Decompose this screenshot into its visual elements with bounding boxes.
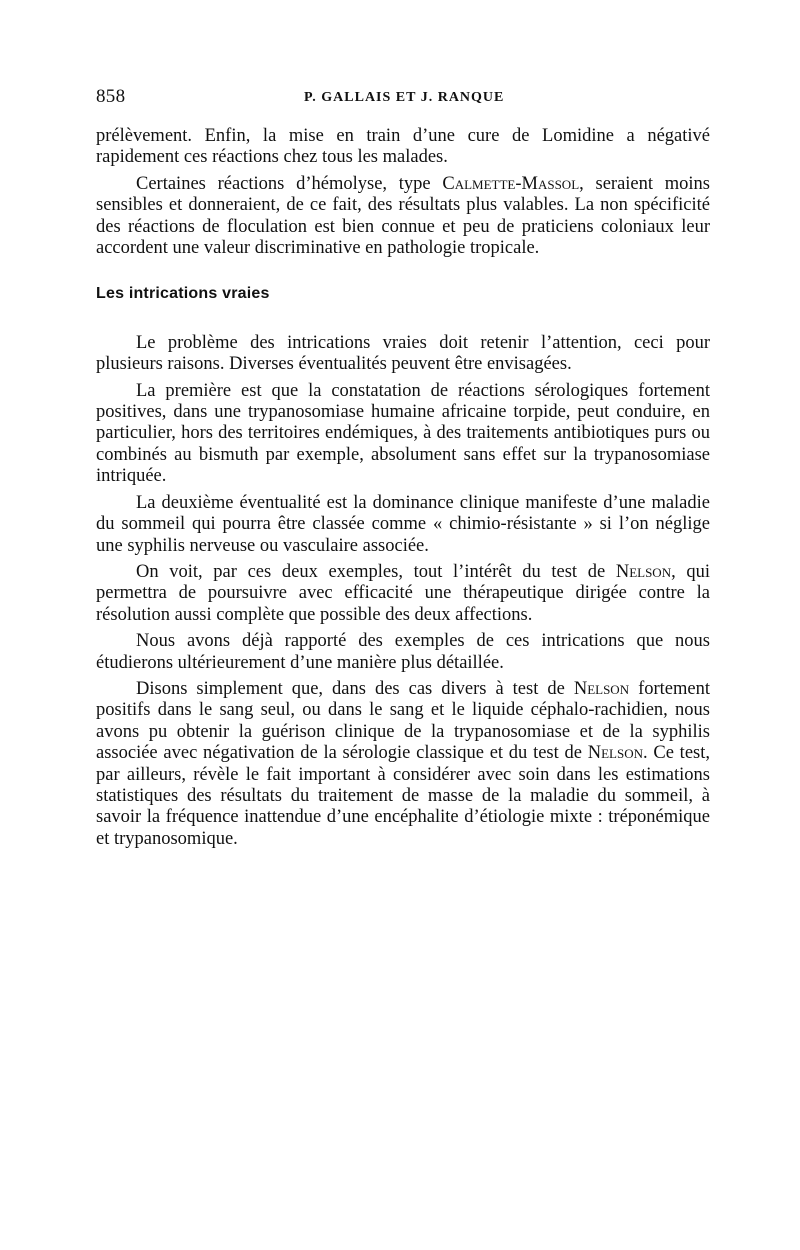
running-head: P. GALLAIS ET J. RANQUE [304, 90, 505, 105]
paragraph-text: prélèvement. Enfin, la mise en train d’une cure de Lomidine a négativé rapidement ces réactions chez tous les malades. [96, 126, 710, 168]
paragraph-hemolysis-reactions [96, 174, 710, 260]
paragraph-text: On voit, par ces deux exemples, tout l’intérêt du test de [136, 561, 616, 582]
paragraph-continuation [96, 126, 710, 169]
paragraph-first-eventuality [96, 381, 710, 488]
paragraph-text: . Ce test, par ailleurs, révèle le fait important à considérer avec soin dans les estimations statistiques des résultats du traitement de masse de la maladie du sommeil, à savoir la fréquence inattendue d’une encéphalite d’étiologie mixte : tréponémique et trypanosomique. [96, 743, 710, 849]
paragraph-text: La première est que la constatation de réactions sérologiques fortement positives, dans une trypanosomiase humaine africaine torpide, peut conduire, en particulier, hors des territoires endémiques, à des traitements antibiotiques purs ou combinés au bismuth par exemple, absolument sans effet sur la trypanosomiase intriquée. [96, 380, 710, 487]
paragraph-second-eventuality [96, 493, 710, 557]
paragraph-problem [96, 333, 710, 376]
paragraph-text: , qui permettra de poursuivre avec efficacité une thérapeutique dirigée contre la résolution aussi complète que possible des deux affections. [96, 561, 710, 625]
paragraph-text: fortement positifs dans le sang seul, ou dans le sang et le liquide céphalo-rachidien, nous avons pu obtenir la guérison clinique de la trypanosomiase et de la syphilis associée avec négativation de la sérologie classique et du test de [96, 678, 710, 764]
paragraph-examples [96, 631, 710, 674]
author-name: Nelson [587, 743, 643, 764]
author-name: Calmette-Massol [442, 173, 580, 194]
paragraph-text: Le problème des intrications vraies doit retenir l’attention, ceci pour plusieurs raisons. Diverses éventualités peuvent être envisagées. [96, 332, 710, 375]
body-text [96, 126, 710, 855]
paragraph-text: Certaines réactions d’hémolyse, type [136, 173, 443, 194]
page-header [96, 86, 710, 112]
paragraph-text: La deuxième éventualité est la dominance clinique manifeste d’une maladie du sommeil qui pourra être classée comme « chimio-résistante » si l’on néglige une syphilis nerveuse ou vasculaire associée. [96, 492, 710, 556]
author-name: Nelson [573, 678, 630, 699]
paragraph-text: Nous avons déjà rapporté des exemples de ces intrications que nous étudierons ultérieurement d’une manière plus détaillée. [96, 631, 710, 673]
section-heading: Les intrications vraies [96, 285, 270, 303]
page-number: 858 [96, 86, 126, 107]
paragraph-text: , seraient moins sensibles et donneraient, de ce fait, des résultats plus valables. La non spécificité des réactions de floculation est bien connue et peu de praticiens coloniaux leur accordent une valeur discriminative en pathologie tropicale. [96, 173, 710, 259]
paragraph-conclusion [96, 679, 710, 850]
paragraph-nelson-test-interest [96, 562, 710, 626]
paragraph-text: Disons simplement que, dans des cas divers à test de [136, 678, 574, 699]
author-name: Nelson [615, 561, 672, 582]
